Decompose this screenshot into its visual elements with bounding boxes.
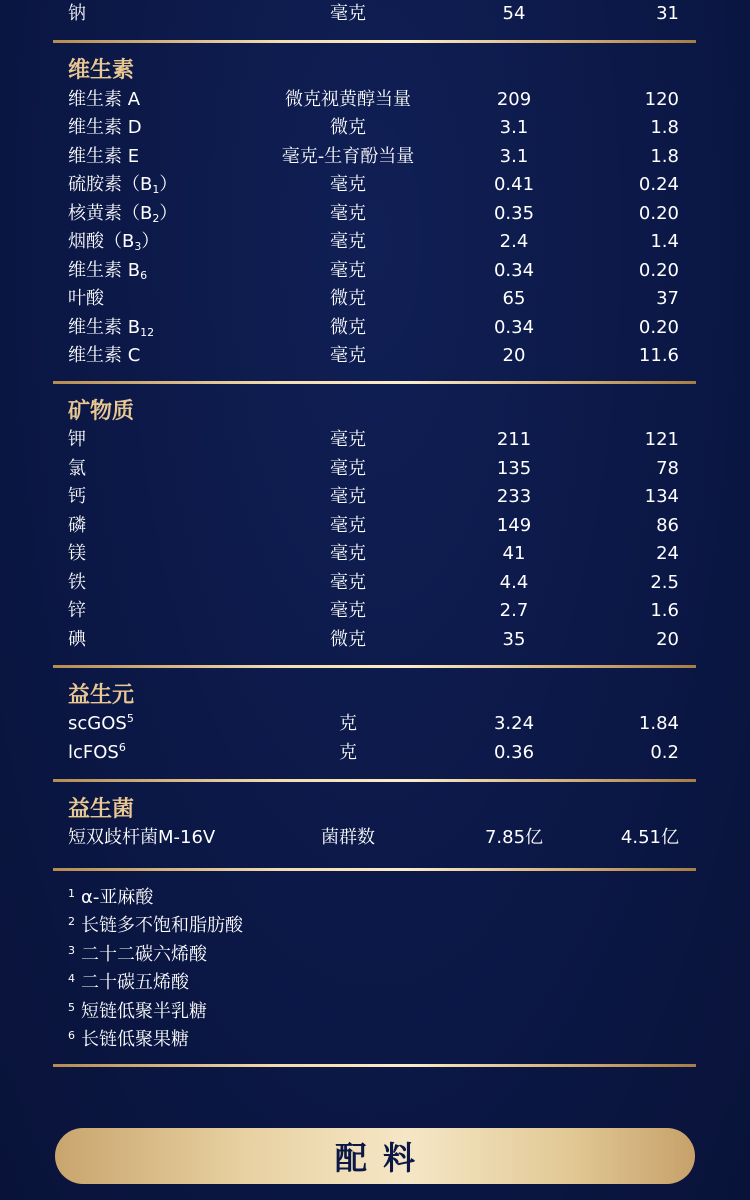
nutrient-value-per-100g: 209 bbox=[496, 89, 532, 110]
nutrient-value-per-100g: 3.24 bbox=[493, 713, 535, 734]
nutrient-unit: 毫克 bbox=[330, 543, 366, 564]
nutrient-unit: 克 bbox=[339, 713, 357, 734]
nutrient-value-per-100g: 20 bbox=[502, 345, 526, 366]
nutrient-unit: 毫克 bbox=[330, 203, 366, 224]
section-title-prebiotics: 益生元 bbox=[68, 683, 135, 708]
ingredients-button[interactable] bbox=[55, 1128, 695, 1184]
nutrient-unit: 毫克 bbox=[330, 260, 366, 281]
nutrient-value-per-100ml: 86 bbox=[656, 515, 679, 536]
nutrient-name: scGOS$^5$ bbox=[68, 712, 134, 734]
table-row bbox=[0, 540, 750, 568]
table-row bbox=[0, 426, 750, 454]
table-row bbox=[0, 114, 750, 142]
nutrient-name: 硫胺素（B1） bbox=[68, 174, 178, 196]
nutrient-unit: 毫克-生育酚当量 bbox=[281, 146, 415, 167]
nutrient-name: 叶酸 bbox=[68, 288, 104, 309]
nutrient-unit: 微克视黄醇当量 bbox=[285, 89, 411, 110]
footnote: $^5$ 短链低聚半乳糖 bbox=[68, 1001, 207, 1022]
nutrient-value-per-100g: 149 bbox=[496, 515, 532, 536]
nutrient-unit: 毫克 bbox=[330, 458, 366, 479]
nutrient-value-per-100g: 7.85亿 bbox=[484, 827, 544, 848]
nutrient-value-per-100ml: 121 bbox=[644, 429, 679, 450]
section-divider bbox=[53, 40, 696, 43]
table-row bbox=[0, 86, 750, 114]
nutrient-unit: 克 bbox=[339, 742, 357, 763]
nutrient-value-per-100g: 0.34 bbox=[493, 260, 535, 281]
nutrient-value-per-100g: 0.35 bbox=[493, 203, 535, 224]
nutrient-value-per-100g: 2.7 bbox=[499, 600, 529, 621]
table-row bbox=[0, 483, 750, 511]
nutrient-value-per-100ml: 31 bbox=[656, 3, 679, 24]
nutrient-unit: 毫克 bbox=[330, 3, 366, 24]
nutrient-unit: 毫克 bbox=[330, 486, 366, 507]
nutrient-unit: 毫克 bbox=[330, 572, 366, 593]
nutrient-name: 铁 bbox=[68, 572, 86, 593]
table-row bbox=[0, 200, 750, 228]
nutrient-unit: 毫克 bbox=[330, 345, 366, 366]
nutrient-unit: 微克 bbox=[330, 317, 366, 338]
footnote: $^1$ α-亚麻酸 bbox=[68, 887, 154, 908]
table-row bbox=[0, 569, 750, 597]
nutrient-name: 维生素 E bbox=[68, 146, 140, 167]
nutrient-value-per-100g: 211 bbox=[496, 429, 532, 450]
nutrient-name: 维生素 C bbox=[68, 345, 141, 366]
nutrient-value-per-100g: 3.1 bbox=[499, 117, 529, 138]
table-row bbox=[0, 143, 750, 171]
section-divider bbox=[53, 665, 696, 668]
nutrient-name: 氯 bbox=[68, 458, 86, 479]
section-divider bbox=[53, 1064, 696, 1067]
nutrient-unit: 菌群数 bbox=[321, 827, 375, 848]
nutrient-name: 烟酸（B3） bbox=[68, 231, 160, 253]
nutrient-name: 钾 bbox=[68, 429, 86, 450]
nutrient-value-per-100ml: 0.20 bbox=[638, 203, 679, 224]
nutrient-name: 核黄素（B2） bbox=[68, 203, 178, 225]
section-divider bbox=[53, 381, 696, 384]
table-row bbox=[0, 314, 750, 342]
nutrient-unit: 毫克 bbox=[330, 600, 366, 621]
table-row bbox=[0, 285, 750, 313]
nutrient-name: 锌 bbox=[68, 600, 86, 621]
table-row bbox=[0, 455, 750, 483]
nutrient-name: 维生素 B12 bbox=[68, 317, 155, 339]
nutrient-value-per-100ml: 1.84 bbox=[638, 713, 679, 734]
nutrient-value-per-100g: 54 bbox=[502, 3, 526, 24]
nutrient-value-per-100g: 0.34 bbox=[493, 317, 535, 338]
table-row bbox=[0, 342, 750, 370]
table-row bbox=[0, 171, 750, 199]
nutrient-value-per-100ml: 1.8 bbox=[650, 117, 679, 138]
nutrient-name: lcFOS$^6$ bbox=[68, 741, 126, 763]
table-row bbox=[0, 597, 750, 625]
nutrient-name: 钠 bbox=[68, 3, 86, 24]
nutrient-value-per-100g: 135 bbox=[496, 458, 532, 479]
footnote: $^4$ 二十碳五烯酸 bbox=[68, 972, 189, 993]
nutrient-unit: 微克 bbox=[330, 629, 366, 650]
nutrient-value-per-100ml: 20 bbox=[656, 629, 679, 650]
ingredients-button-label: 配料 bbox=[334, 1139, 431, 1177]
nutrient-value-per-100ml: 4.51亿 bbox=[620, 827, 679, 848]
nutrient-value-per-100g: 2.4 bbox=[499, 231, 529, 252]
table-row-sodium bbox=[0, 0, 750, 28]
nutrient-value-per-100ml: 134 bbox=[644, 486, 679, 507]
nutrient-name: 维生素 B6 bbox=[68, 260, 148, 282]
nutrient-value-per-100ml: 1.4 bbox=[650, 231, 679, 252]
nutrient-value-per-100ml: 0.2 bbox=[650, 742, 679, 763]
footnote: $^2$ 长链多不饱和脂肪酸 bbox=[68, 915, 243, 936]
nutrient-unit: 微克 bbox=[330, 117, 366, 138]
nutrient-name: 镁 bbox=[68, 543, 86, 564]
nutrient-value-per-100ml: 78 bbox=[656, 458, 679, 479]
nutrient-value-per-100ml: 0.24 bbox=[638, 174, 679, 195]
table-row bbox=[0, 257, 750, 285]
nutrient-name: 短双歧杆菌M-16V bbox=[68, 827, 216, 848]
footnote: $^6$ 长链低聚果糖 bbox=[68, 1029, 189, 1050]
table-row bbox=[0, 739, 750, 767]
nutrient-value-per-100ml: 11.6 bbox=[638, 345, 679, 366]
nutrient-name: 钙 bbox=[68, 486, 86, 507]
nutrient-name: 碘 bbox=[68, 629, 86, 650]
nutrient-unit: 毫克 bbox=[330, 429, 366, 450]
nutrient-value-per-100g: 4.4 bbox=[499, 572, 529, 593]
section-title-minerals: 矿物质 bbox=[68, 399, 135, 424]
nutrient-name: 维生素 A bbox=[68, 89, 141, 110]
nutrient-value-per-100g: 3.1 bbox=[499, 146, 529, 167]
nutrient-name: 维生素 D bbox=[68, 117, 142, 138]
nutrient-value-per-100ml: 37 bbox=[656, 288, 679, 309]
section-divider bbox=[53, 868, 696, 871]
section-title-vitamins: 维生素 bbox=[68, 58, 135, 83]
table-row bbox=[0, 228, 750, 256]
nutrient-value-per-100g: 0.41 bbox=[493, 174, 535, 195]
nutrient-value-per-100g: 35 bbox=[502, 629, 526, 650]
nutrient-value-per-100ml: 0.20 bbox=[638, 317, 679, 338]
nutrient-value-per-100ml: 2.5 bbox=[650, 572, 679, 593]
nutrient-value-per-100ml: 1.8 bbox=[650, 146, 679, 167]
table-row bbox=[0, 512, 750, 540]
table-row bbox=[0, 710, 750, 738]
table-row bbox=[0, 824, 750, 852]
nutrient-value-per-100g: 233 bbox=[496, 486, 532, 507]
nutrient-value-per-100g: 0.36 bbox=[493, 742, 535, 763]
nutrient-unit: 微克 bbox=[330, 288, 366, 309]
nutrient-value-per-100g: 41 bbox=[502, 543, 526, 564]
nutrient-value-per-100ml: 1.6 bbox=[650, 600, 679, 621]
footnote: $^3$ 二十二碳六烯酸 bbox=[68, 944, 207, 965]
nutrient-value-per-100g: 65 bbox=[502, 288, 526, 309]
nutrient-unit: 毫克 bbox=[330, 515, 366, 536]
section-title-probiotics: 益生菌 bbox=[68, 797, 135, 822]
section-divider bbox=[53, 779, 696, 782]
nutrient-value-per-100ml: 120 bbox=[644, 89, 679, 110]
nutrient-value-per-100ml: 0.20 bbox=[638, 260, 679, 281]
nutrient-name: 磷 bbox=[68, 515, 86, 536]
nutrient-value-per-100ml: 24 bbox=[656, 543, 679, 564]
table-row bbox=[0, 626, 750, 654]
nutrient-unit: 毫克 bbox=[330, 231, 366, 252]
nutrient-unit: 毫克 bbox=[330, 174, 366, 195]
